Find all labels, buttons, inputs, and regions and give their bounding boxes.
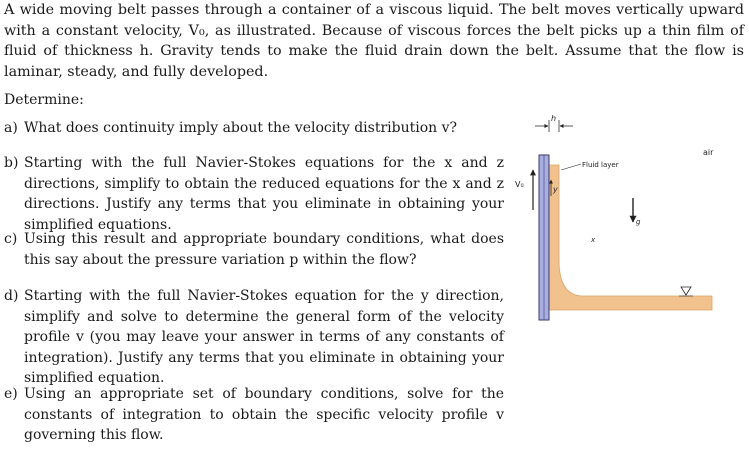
y-label: y	[553, 185, 558, 194]
belt-figure	[505, 100, 749, 330]
determine-heading: Determine:	[4, 92, 84, 108]
question-label: a)	[4, 120, 18, 136]
question-e	[4, 384, 504, 446]
question-label: d)	[4, 288, 19, 304]
question-text: Starting with the full Navier-Stokes equation for the y direction, simplify and solve to determine the general form of the velocity profile v (you may leave your answer in terms of any constants of integration). Justify any terms that you eliminate in obtaining your simplified equation.	[24, 288, 504, 386]
x-label: x	[591, 236, 596, 244]
question-text: Using an appropriate set of boundary conditions, solve for the constants of integration to obtain the specific velocity profile v governing this flow.	[24, 386, 504, 443]
question-d	[4, 286, 504, 389]
fluid-layer-label: Fluid layer	[582, 161, 619, 169]
question-label: c)	[4, 231, 18, 247]
question-c	[4, 229, 504, 270]
free-surface-marker	[681, 287, 691, 295]
question-label: e)	[4, 386, 18, 402]
question-text: Using this result and appropriate boundary conditions, what does this say about the pressure variation p within the flow?	[24, 231, 504, 268]
question-a	[4, 118, 504, 139]
question-b	[4, 153, 504, 235]
question-text: Starting with the full Navier-Stokes equations for the x and z directions, simplify to obtain the reduced equations for the x and z directions. Justify any terms that you eliminate in obtaining your simplified equations.	[24, 155, 504, 233]
problem-intro: A wide moving belt passes through a container of a viscous liquid. The belt moves vertically upward with a constant velocity, V₀, as illustrated. Because of viscous forces the belt picks up a thin film of fluid of thickness h. Gravity tends to make the fluid drain down the belt. Assume that the flow is laminar, steady, and fully developed.	[4, 2, 744, 80]
question-text: What does continuity imply about the velocity distribution v?	[24, 120, 458, 136]
air-label: air	[703, 148, 714, 157]
fluid-pool	[549, 165, 712, 310]
question-label: b)	[4, 155, 19, 171]
h-label: h	[551, 114, 557, 123]
g-label: g	[636, 218, 641, 226]
v0-label: V₀	[515, 180, 524, 189]
